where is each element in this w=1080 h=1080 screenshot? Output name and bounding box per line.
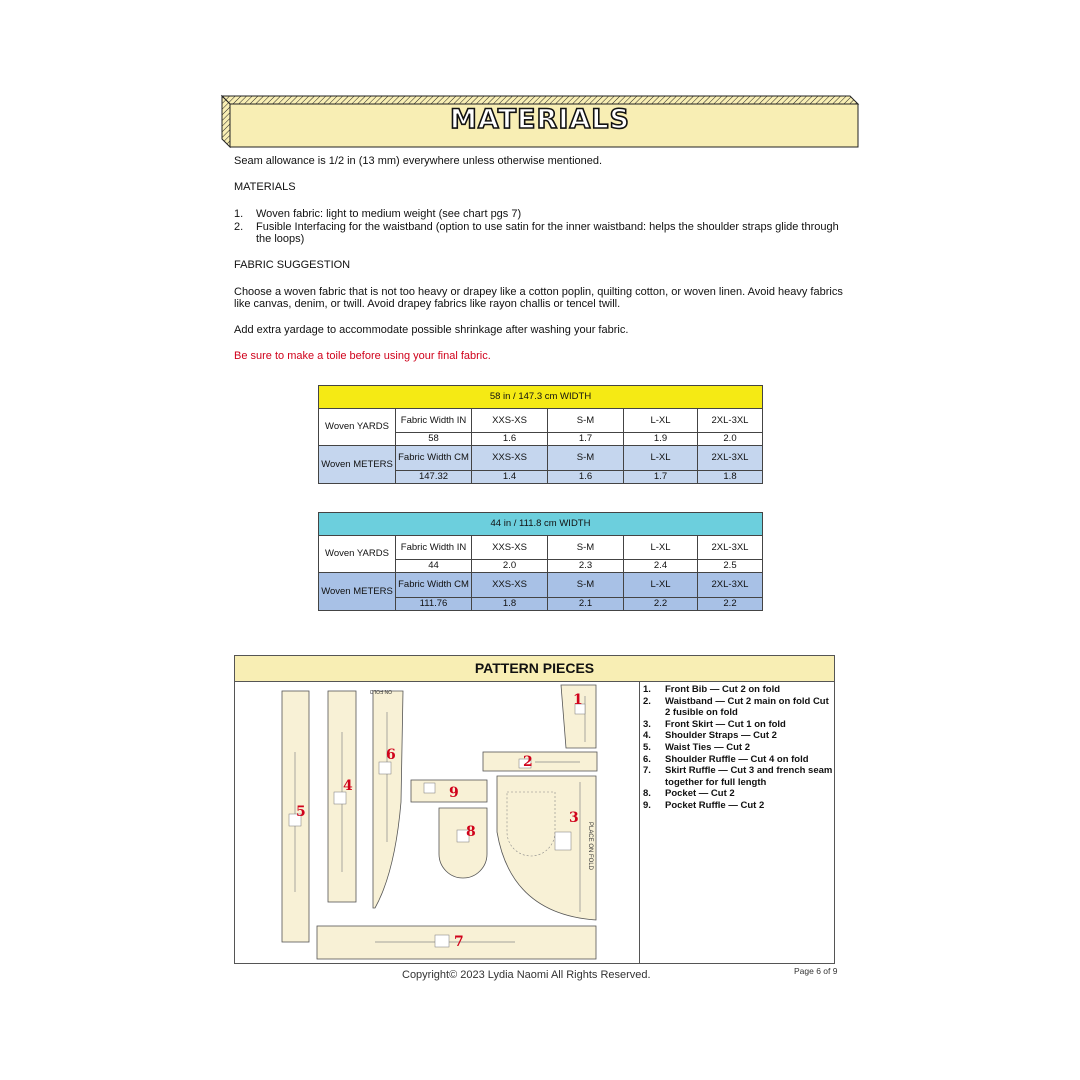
list-number: 2. — [643, 695, 651, 707]
meters-width: 147.32 — [396, 471, 472, 484]
table-title: 58 in / 147.3 cm WIDTH — [319, 386, 763, 409]
pattern-pieces-list — [643, 684, 833, 812]
width-in-label: Fabric Width IN — [396, 409, 472, 433]
list-text: Front Bib — Cut 2 on fold — [665, 684, 781, 695]
yardage-table-58 — [318, 385, 763, 484]
size-header: L-XL — [624, 573, 698, 598]
yards-value: 2.5 — [698, 560, 763, 573]
list-number: 4. — [643, 730, 651, 742]
meters-width: 111.76 — [396, 598, 472, 611]
list-item — [643, 719, 833, 731]
size-header: S-M — [548, 409, 624, 433]
size-header: 2XL-3XL — [698, 573, 763, 598]
pattern-pieces-panel — [234, 655, 835, 964]
list-number: 3. — [643, 718, 651, 730]
size-header: S-M — [548, 536, 624, 560]
size-header: XXS-XS — [472, 446, 548, 471]
list-number: 8. — [643, 788, 651, 800]
yards-width: 58 — [396, 433, 472, 446]
piece-number-2: 2 — [523, 754, 533, 770]
piece-number-1: 1 — [573, 692, 583, 708]
table-title: 44 in / 111.8 cm WIDTH — [319, 513, 763, 536]
panel-divider — [639, 682, 640, 963]
meters-value: 1.4 — [472, 471, 548, 484]
yards-value: 1.9 — [624, 433, 698, 446]
size-header: 2XL-3XL — [698, 536, 763, 560]
list-text: Pocket Ruffle — Cut 2 — [665, 799, 765, 811]
yardage-text: Add extra yardage to accommodate possible shrinkage after washing your fabric. — [234, 324, 629, 336]
yardage-table-44 — [318, 512, 763, 611]
meters-value: 2.2 — [624, 598, 698, 611]
list-number: 5. — [643, 741, 651, 753]
banner-title: MATERIALS — [450, 104, 630, 135]
yards-value: 2.4 — [624, 560, 698, 573]
materials-heading: MATERIALS — [234, 181, 296, 193]
list-item — [643, 730, 833, 742]
size-header: XXS-XS — [472, 536, 548, 560]
yards-value: 1.6 — [472, 433, 548, 446]
size-header: L-XL — [624, 409, 698, 433]
width-cm-label: Fabric Width CM — [396, 446, 472, 471]
list-text: Waistband — Cut 2 main on fold Cut 2 fusible on fold — [665, 695, 829, 719]
page-number: Page 6 of 9 — [794, 966, 838, 976]
materials-list-item — [234, 208, 854, 220]
piece-number-3: 3 — [569, 810, 579, 826]
fold-label: ON FOLD — [369, 688, 392, 694]
meters-value: 1.6 — [548, 471, 624, 484]
seam-allowance-text: Seam allowance is 1/2 in (13 mm) everywhere unless otherwise mentioned. — [234, 155, 603, 167]
materials-banner — [220, 94, 860, 148]
list-number: 2. — [234, 221, 244, 233]
piece-number-7: 7 — [454, 934, 464, 950]
list-text: Fusible Interfacing for the waistband (option to use satin for the inner waistband: helps the shoulder straps glide through the loops) — [256, 221, 839, 245]
yards-label: Woven YARDS — [319, 536, 396, 573]
yards-value: 2.0 — [472, 560, 548, 573]
piece-8-pocket — [439, 808, 487, 878]
piece-number-5: 5 — [296, 804, 306, 820]
list-number: 9. — [643, 799, 651, 811]
list-text: Pocket — Cut 2 — [665, 788, 735, 800]
piece-6-shoulder-ruffle — [373, 691, 403, 908]
fabric-suggestion-text: Choose a woven fabric that is not too heavy or drapey like a cotton poplin, quilting cotton, or woven linen. Avoid heavy fabrics like canvas, denim, or twill. Avoid drapey fabrics like rayon challis or tencel twill. — [234, 286, 843, 310]
fabric-suggestion-heading: FABRIC SUGGESTION — [234, 259, 351, 271]
meters-value: 1.8 — [472, 598, 548, 611]
yards-value: 2.0 — [698, 433, 763, 446]
size-header: L-XL — [624, 446, 698, 471]
pattern-layout-diagram — [235, 682, 639, 963]
list-text: Skirt Ruffle — Cut 3 and french seam together for full length — [665, 765, 833, 788]
materials-list — [234, 208, 854, 246]
meters-value: 2.1 — [548, 598, 624, 611]
yards-value: 1.7 — [548, 433, 624, 446]
width-cm-label: Fabric Width CM — [396, 573, 472, 598]
materials-list-item — [234, 221, 854, 245]
meters-value: 1.7 — [624, 471, 698, 484]
piece-number-4: 4 — [343, 778, 353, 794]
size-header: S-M — [548, 573, 624, 598]
list-item — [643, 696, 833, 719]
list-item — [643, 788, 833, 800]
copyright-footer: Copyright© 2023 Lydia Naomi All Rights Reserved. — [402, 969, 651, 981]
list-number: 7. — [643, 765, 651, 777]
size-header: S-M — [548, 446, 624, 471]
place-on-fold-label: PLACE ON FOLD — [587, 822, 593, 871]
piece-3-front-skirt — [497, 776, 596, 920]
width-in-label: Fabric Width IN — [396, 536, 472, 560]
pattern-pieces-title: PATTERN PIECES — [235, 656, 834, 682]
size-header: 2XL-3XL — [698, 409, 763, 433]
meters-value: 1.8 — [698, 471, 763, 484]
toile-warning: Be sure to make a toile before using your final fabric. — [234, 350, 491, 362]
list-text: Woven fabric: light to medium weight (see chart pgs 7) — [256, 208, 522, 220]
meters-label: Woven METERS — [319, 446, 396, 484]
list-text: Waist Ties — Cut 2 — [665, 741, 750, 753]
meters-label: Woven METERS — [319, 573, 396, 611]
piece-number-8: 8 — [466, 824, 476, 840]
list-item — [643, 684, 833, 696]
piece-number-6: 6 — [386, 747, 396, 763]
list-number: 1. — [234, 208, 244, 220]
list-text: Shoulder Straps — Cut 2 — [665, 730, 777, 742]
list-number: 6. — [643, 753, 651, 765]
list-item — [643, 800, 833, 812]
size-header: XXS-XS — [472, 573, 548, 598]
list-item — [643, 765, 833, 788]
meters-value: 2.2 — [698, 598, 763, 611]
list-item — [643, 742, 833, 754]
size-header: XXS-XS — [472, 409, 548, 433]
size-header: L-XL — [624, 536, 698, 560]
size-header: 2XL-3XL — [698, 446, 763, 471]
list-text: Shoulder Ruffle — Cut 4 on fold — [665, 753, 809, 765]
yards-width: 44 — [396, 560, 472, 573]
yards-label: Woven YARDS — [319, 409, 396, 446]
yards-value: 2.3 — [548, 560, 624, 573]
list-item — [643, 754, 833, 766]
list-number: 1. — [643, 684, 651, 695]
list-text: Front Skirt — Cut 1 on fold — [665, 718, 786, 730]
piece-2-waistband — [483, 752, 597, 771]
piece-number-9: 9 — [449, 785, 459, 801]
